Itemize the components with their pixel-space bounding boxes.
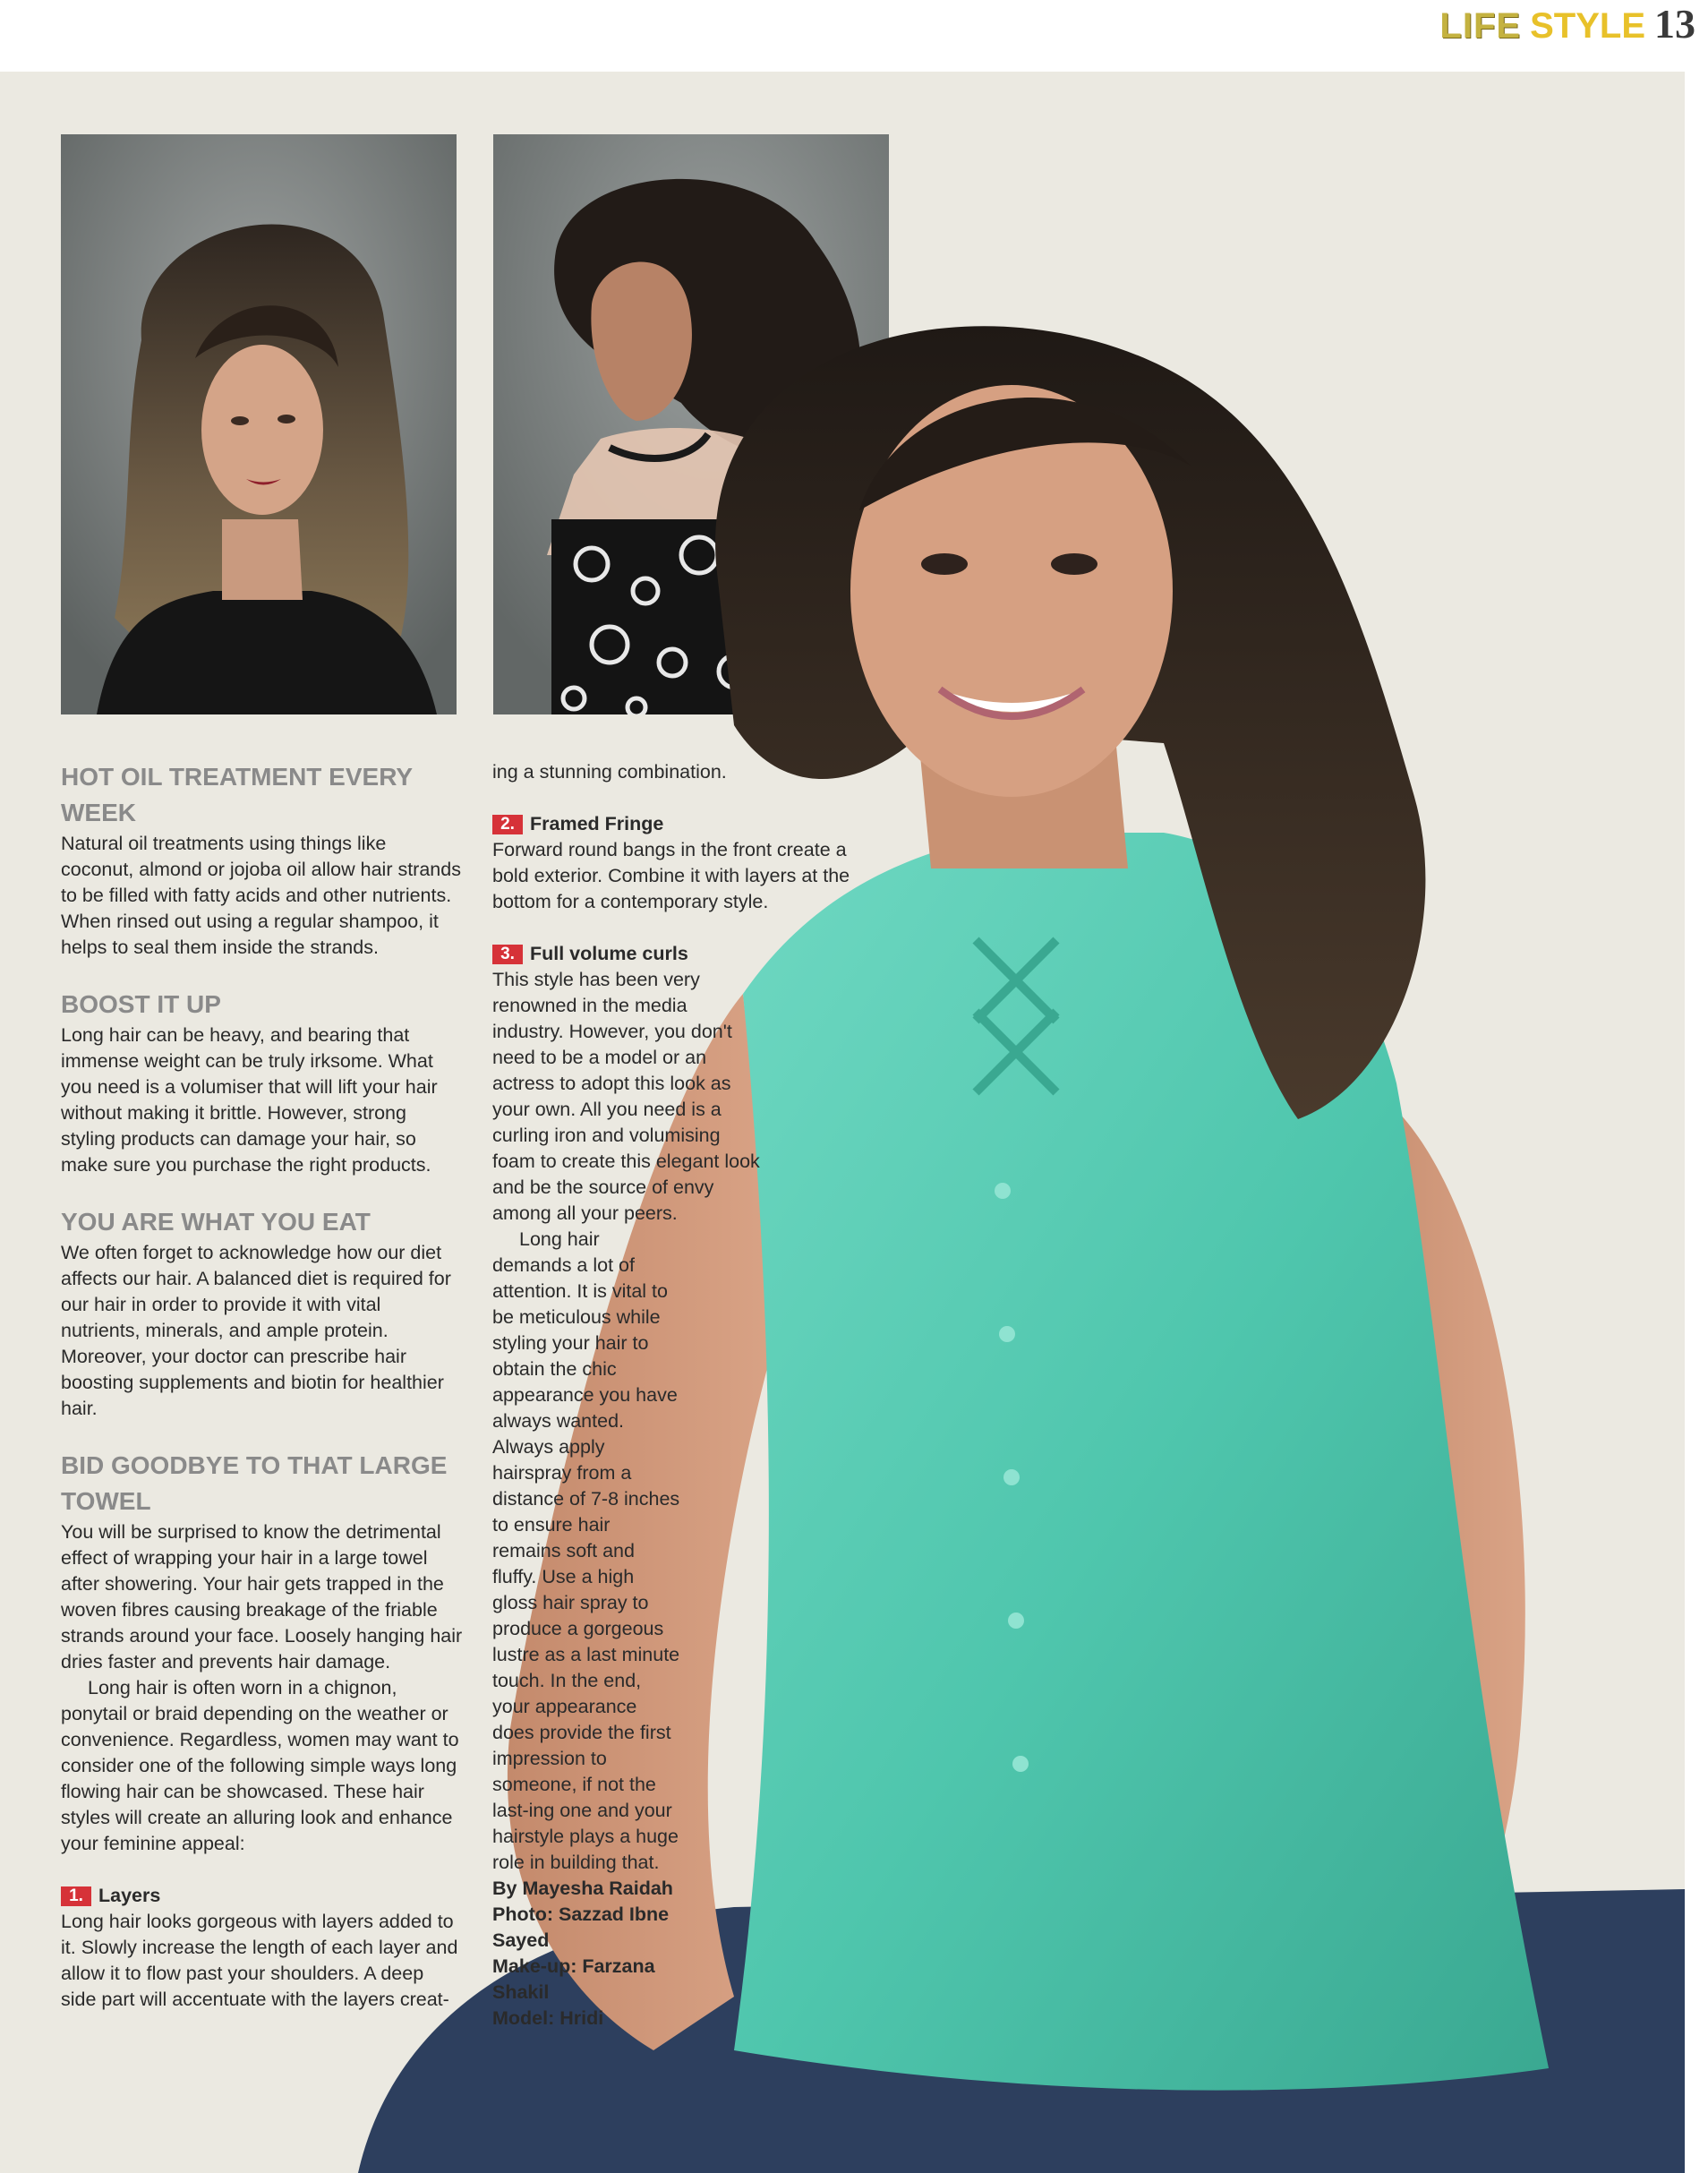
credit-photo: Photo: Sazzad Ibne Sayed xyxy=(492,1904,670,1951)
body-fringe: Forward round bangs in the front create a bold exterior. Combine it with layers at the bottom for a contemporary style. xyxy=(492,839,850,912)
number-badge: 1. xyxy=(61,1886,91,1906)
article-column-2 xyxy=(492,759,886,2032)
spacer xyxy=(61,1178,464,1204)
item-title: Full volume curls xyxy=(530,943,688,964)
page-number: 13 xyxy=(1654,1,1695,47)
body-styles-intro: Long hair is often worn in a chignon, ponytail or braid depending on the weather or convenience. Regardless, women may want to consider one of the following simple ways long flowing hair can be showcased. These hair styles will create an alluring look and enhance your feminine appeal: xyxy=(61,1677,459,1854)
body-curls: This style has been very renowned in the media industry. However, you don't need to be a model or an actress to adopt this look as your own. All you need is a curling iron and volumising foam to create this elegant look and be the source of envy among all your peers. xyxy=(492,969,760,1224)
item-layers-title xyxy=(61,1883,464,1909)
item-fringe-title xyxy=(492,811,886,837)
article-column-1 xyxy=(61,759,464,2013)
item-title: Framed Fringe xyxy=(530,813,664,834)
number-badge: 3. xyxy=(492,945,523,964)
credit-author: By Mayesha Raidah xyxy=(492,1878,673,1899)
body-eat: We often forget to acknowledge how our diet affects our hair. A balanced diet is required for our hair in order to provide it with vital nutrients, minerals, and ample protein. Moreover, your doctor can prescribe hair boosting supplements and biotin for healthier hair. xyxy=(61,1242,451,1419)
body-hot-oil: Natural oil treatments using things like coconut, almond or jojoba oil allow hair strands to be filled with fatty acids and other nutrients. When rinsed out using a regular shampoo, it helps to seal them inside the strands. xyxy=(61,833,461,958)
heading-hot-oil xyxy=(61,759,464,831)
brand-style: STYLE xyxy=(1530,6,1645,46)
credit-makeup: Make-up: Farzana Shakil xyxy=(492,1955,655,2003)
heading-hot-oil-line1: HOT OIL TREATMENT EVERY xyxy=(61,763,414,791)
spacer xyxy=(61,1857,464,1883)
spacer xyxy=(61,1422,464,1448)
body-layers: Long hair looks gorgeous with layers added to it. Slowly increase the length of each layer and allow it to flow past your shoulders. A deep side part will accentuate with the layers creat- xyxy=(61,1911,458,2010)
section-header xyxy=(1439,0,1695,47)
heading-towel xyxy=(61,1448,464,1519)
heading-boost: BOOST IT UP xyxy=(61,990,221,1018)
item-title: Layers xyxy=(98,1885,161,1906)
spacer xyxy=(492,915,886,941)
body-continuation: ing a stunning combination. xyxy=(492,761,727,783)
spacer xyxy=(61,961,464,987)
credit-model: Model: Hridi xyxy=(492,2007,604,2029)
brand-life: LIFE xyxy=(1439,6,1522,46)
heading-eat: YOU ARE WHAT YOU EAT xyxy=(61,1208,371,1236)
body-long-hair: Long hair demands a lot of attention. It is vital to be meticulous while styling your hair to obtain the chic appearance you have always wanted. Always apply hairspray from a distance of 7-8 inches to ensure hair remains soft and fluffy. Use a high gloss hair spray to produce a gorgeous lustre as a last minute touch. In the end, your appearance does provide the first impression to someone, if not the last-ing one and your hairstyle plays a huge role in building that. xyxy=(492,1228,680,1873)
body-boost: Long hair can be heavy, and bearing that immense weight can be truly irksome. What you need is a volumiser that will lift your hair without making it brittle. However, strong styling products can damage your hair, so make sure you purchase the right products. xyxy=(61,1024,438,1176)
heading-towel-line1: BID GOODBYE TO THAT LARGE xyxy=(61,1451,448,1479)
spacer xyxy=(492,785,886,811)
heading-hot-oil-line2: WEEK xyxy=(61,799,136,826)
number-badge: 2. xyxy=(492,815,523,834)
heading-towel-line2: TOWEL xyxy=(61,1487,151,1515)
body-towel: You will be surprised to know the detrimental effect of wrapping your hair in a large towel after showering. Your hair gets trapped in the woven fibres causing breakage of the friable strands around your face. Loosely hanging hair dries faster and prevents hair damage. xyxy=(61,1521,463,1673)
item-curls-title xyxy=(492,941,886,967)
